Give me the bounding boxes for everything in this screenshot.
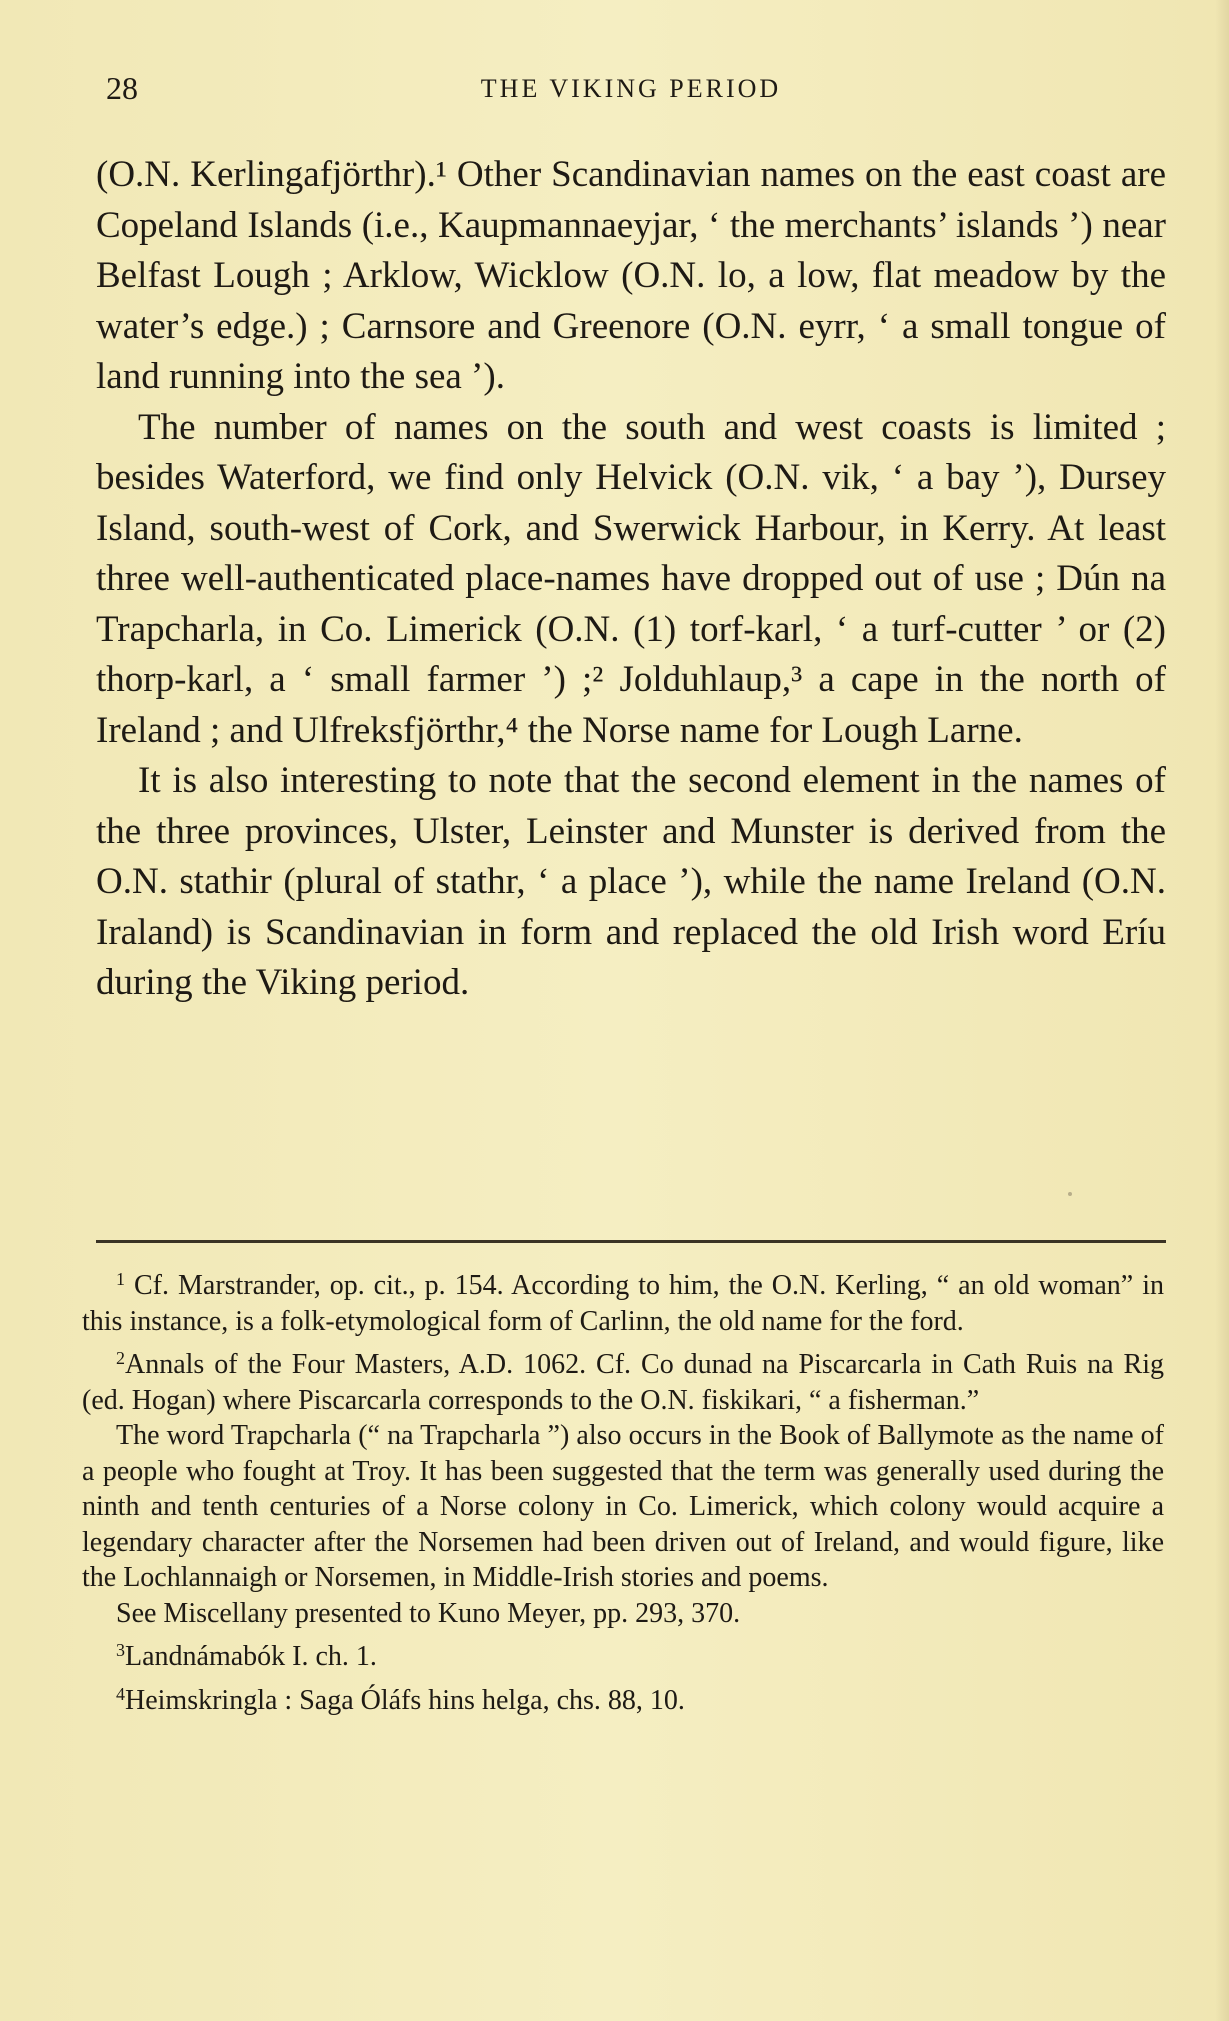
footnote-3-text: Landnámabók I. ch. 1. [125,1641,377,1672]
footnote-2-see-also: See Miscellany presented to Kuno Meyer, pp. 293, 370. [116,1597,741,1629]
paragraph-3: It is also interesting to note that the second element in the names of the three provinces, Ulster, Leinster and Munster is derived from the O.N. stathir (plural of stathr, ‘ a place ’), while the name Ireland (O.N. Iraland) is Scandinavian in form and replaced the old Irish word Eríu during the Viking period. [96,760,1166,1003]
paper-speck [1068,1192,1072,1196]
footnote-4-marker: 4 [116,1683,125,1704]
footnote-1-marker: 1 [116,1269,125,1289]
footnote-1-text: Cf. Marstrander, op. cit., p. 154. According to him, the O.N. Kerling, “ an old woman” in this instance, is a folk-etymological form of Carlinn, the old name for the ford. [82,1270,1164,1337]
footnote-3-marker: 3 [116,1640,125,1660]
paragraph-2: The number of names on the south and west coasts is limited ; besides Waterford, we find only Helvick (O.N. vik, ‘ a bay ’), Dursey Island, south-west of Cork, and Swerwick Harbour, in Kerry. At least three well-authenticated place-names have dropped out of use ; Dún na Trapcharla, in Co. Limerick (O.N. (1) torf-karl, ‘ a turf-cutter ’ or (2) thorp-karl, a ‘ small farmer ’) ;² Jolduhlaup,³ a cape in the north of Ireland ; and Ulfreksfjörthr,⁴ the Norse name for Lough Larne. [96,406,1166,751]
footnote-rule [96,1240,1166,1243]
footnote-4-text: Heimskringla : Saga Óláfs hins helga, chs. 88, 10. [125,1684,685,1716]
running-head: THE VIKING PERIOD [480,74,782,103]
footnote-2-marker: 2 [116,1348,125,1368]
footnote-4 [82,1683,1164,1719]
page-edge-shadow [1215,0,1229,2021]
footnote-2-text: Annals of the Four Masters, A.D. 1062. Cf. Co dunad na Piscarcarla in Cath Ruis na Rig (ed. Hogan) where Piscarcarla corresponds to the O.N. fiskikari, “ a fisherman.” [82,1349,1164,1416]
footnote-2-continuation: The word Trapcharla (“ na Trapcharla ”) also occurs in the Book of Ballymote as the name of a people who fought at Troy. It has been suggested that the term was generally used during the ninth and tenth centuries of a Norse colony in Co. Limerick, which colony would acquire a legendary character after the Norsemen had been driven out of Ireland, and would figure, like the Lochlannaigh or Norsemen, in Middle-Irish stories and poems. [82,1420,1164,1593]
footnote-3 [82,1639,1164,1675]
page-header [96,70,1166,120]
main-text [96,150,1166,1009]
paragraph-1: (O.N. Kerlingafjörthr).¹ Other Scandinavian names on the east coast are Copeland Islands (i.e., Kaupmannaeyjar, ‘ the merchants’ islands ’) near Belfast Lough ; Arklow, Wicklow (O.N. lo, a low, flat meadow by the water’s edge.) ; Carnsore and Greenore (O.N. eyrr, ‘ a small tongue of land running into the sea ’). [96,154,1166,397]
footnotes [82,1268,1164,1718]
footnote-2 [82,1347,1164,1418]
footnote-1 [82,1268,1164,1339]
page-number: 28 [106,70,138,106]
